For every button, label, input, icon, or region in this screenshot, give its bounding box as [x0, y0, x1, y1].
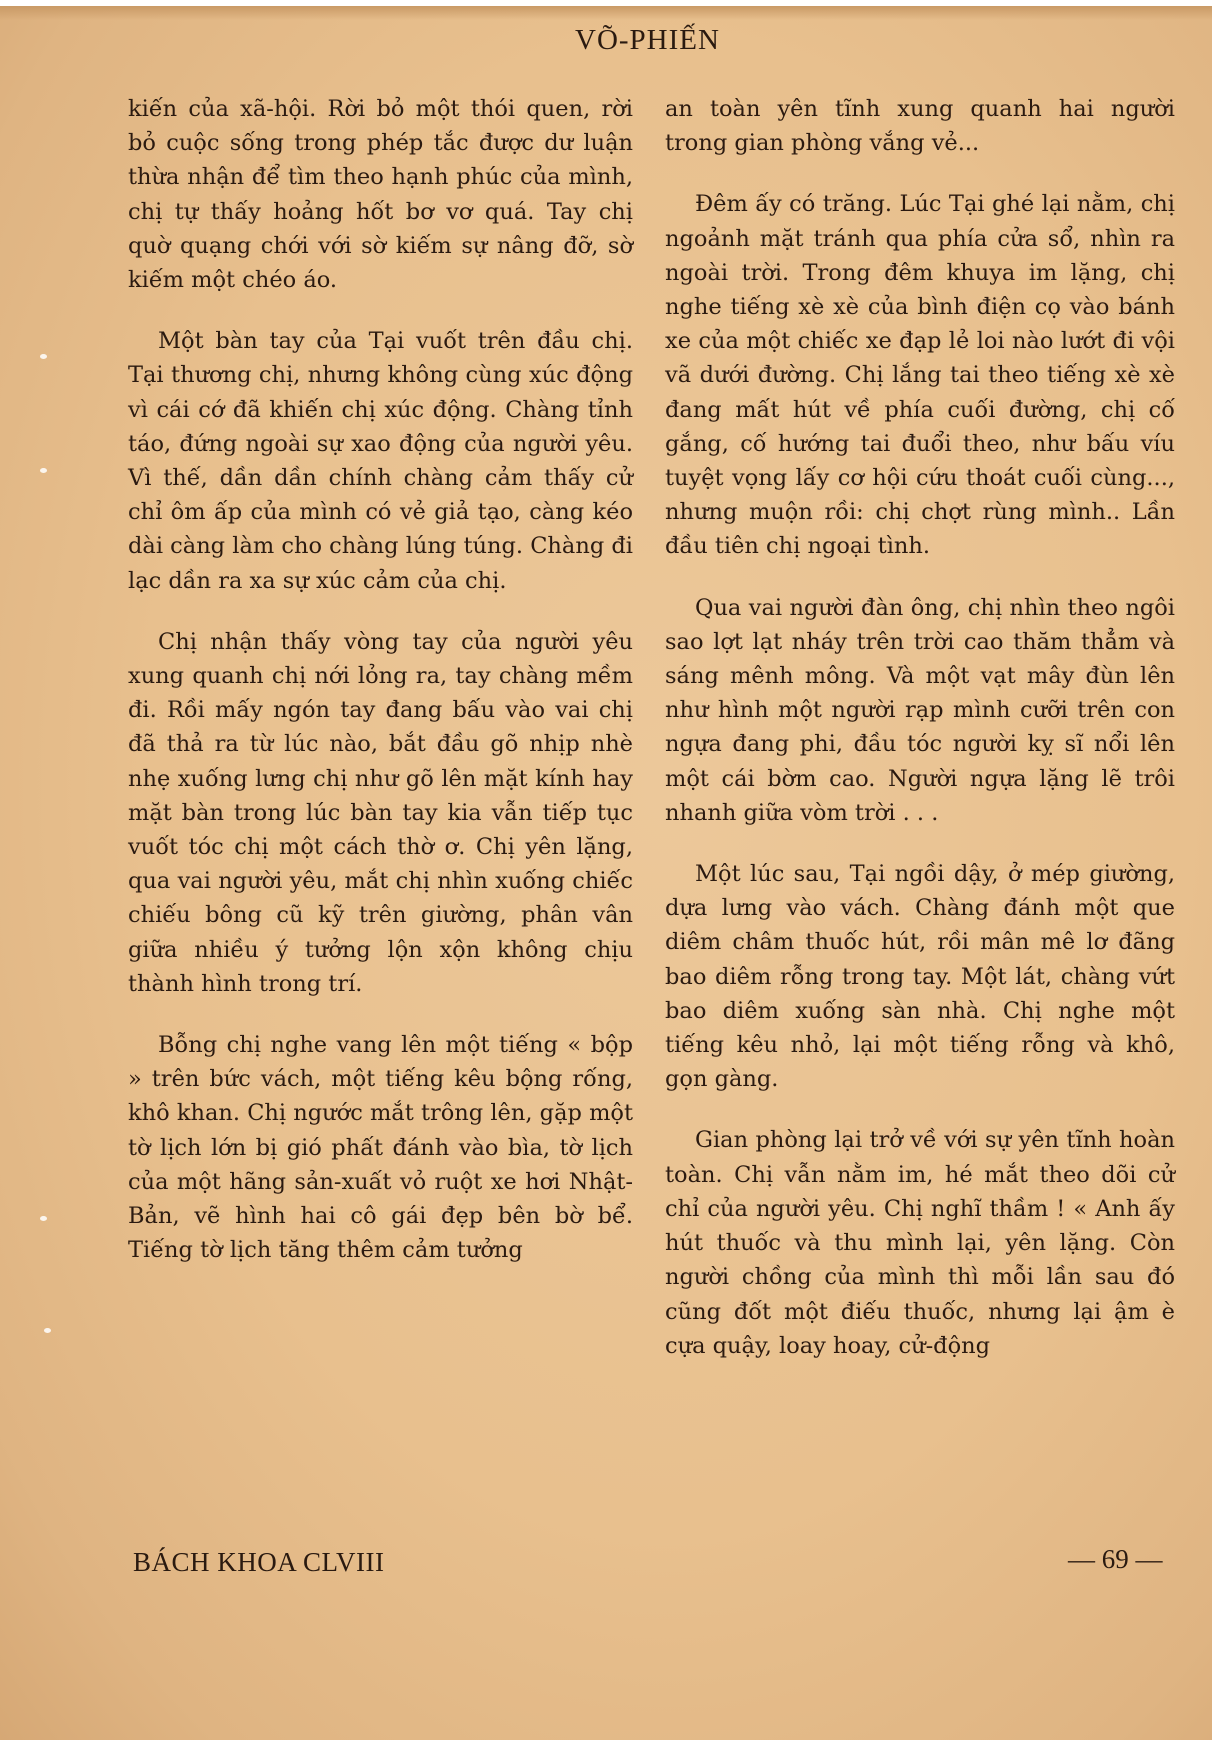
left-paragraph-1: kiến của xã-hội. Rời bỏ một thói quen, rời bỏ cuộc sống trong phép tắc được dư luận thừa nhận để tìm theo hạnh phúc của mình, chị tự thấy hoảng hốt bơ vơ quá. Tay chị quờ quạng chới với sờ kiếm sự nâng đỡ, sờ kiếm một chéo áo.	[128, 96, 633, 294]
footer-page-number: — 69 —	[1068, 1544, 1163, 1574]
paper-blemish	[44, 1328, 51, 1333]
book-page	[0, 6, 1212, 1740]
right-paragraph-3: Qua vai người đàn ông, chị nhìn theo ngôi sao lợt lạt nháy trên trời cao thăm thẳm và sáng mênh mông. Và một vạt mây đùn lên như hình một người rạp mình cưỡi trên con ngựa đang phi, đầu tóc người kỵ sĩ nổi lên một cái bờm cao. Người ngựa lặng lẽ trôi nhanh giữa vòm trời . . .	[665, 594, 1175, 826]
right-paragraph-4: Một lúc sau, Tại ngồi dậy, ở mép giường, dựa lưng vào vách. Chàng đánh một que diêm châm thuốc hút, rồi mân mê lơ đãng bao diêm rỗng trong tay. Một lát, chàng vứt bao diêm xuống sàn nhà. Chị nghe một tiếng kêu nhỏ, lại một tiếng rỗng và khô, gọn gàng.	[665, 861, 1175, 1093]
paper-blemish	[40, 1216, 47, 1221]
paper-blemish	[40, 354, 47, 359]
right-text-column	[665, 92, 1175, 1390]
running-header-author: VÕ-PHIẾN	[575, 24, 720, 56]
left-text-column	[128, 92, 633, 1295]
paper-blemish	[40, 468, 47, 473]
right-paragraph-5: Gian phòng lại trở về với sự yên tĩnh hoàn toàn. Chị vẫn nằm im, hé mắt theo dõi cử chỉ của người yêu. Chị nghĩ thầm ! « Anh ấy hút thuốc và thu mình lại, yên lặng. Còn người chồng của mình thì mỗi lần sau đó cũng đốt một điếu thuốc, nhưng lại ậm è cựa quậy, loay hoay, cử-động	[665, 1127, 1175, 1359]
footer-publication-title: BÁCH KHOA CLVIII	[133, 1547, 385, 1577]
right-paragraph-2: Đêm ấy có trăng. Lúc Tại ghé lại nằm, chị ngoảnh mặt tránh qua phía cửa sổ, nhìn ra ngoài trời. Trong đêm khuya im lặng, chị nghe tiếng xè xè của bình điện cọ vào bánh xe của một chiếc xe đạp lẻ loi nào lướt đi vội vã dưới đường. Chị lắng tai theo tiếng xè xè đang mất hút về phía cuối đường, chị cố gắng, cố hướng tai đuổi theo, như bấu víu tuyệt vọng lấy cơ hội cứu thoát cuối cùng..., nhưng muộn rồi: chị chợt rùng mình.. Lần đầu tiên chị ngoại tình.	[665, 191, 1175, 560]
left-paragraph-3: Chị nhận thấy vòng tay của người yêu xung quanh chị nới lỏng ra, tay chàng mềm đi. Rồi mấy ngón tay đang bấu vào vai chị đã thả ra từ lúc nào, bắt đầu gõ nhịp nhè nhẹ xuống lưng chị như gõ lên mặt kính hay mặt bàn trong lúc bàn tay kia vẫn tiếp tục vuốt tóc chị một cách thờ ơ. Chị yên lặng, qua vai người yêu, mắt chị nhìn xuống chiếc chiếu bông cũ kỹ trên giường, phân vân giữa nhiều ý tưởng lộn xộn không chịu thành hình trong trí.	[128, 628, 633, 997]
right-paragraph-1: an toàn yên tĩnh xung quanh hai người trong gian phòng vắng vẻ...	[665, 96, 1175, 157]
left-paragraph-4: Bỗng chị nghe vang lên một tiếng « bộp » trên bức vách, một tiếng kêu bộng rống, khô khan. Chị ngước mắt trông lên, gặp một tờ lịch lớn bị gió phất đánh vào bìa, tờ lịch của một hãng sản-xuất vỏ ruột xe hơi Nhật-Bản, vẽ hình hai cô gái đẹp bên bờ bể. Tiếng tờ lịch tăng thêm cảm tưởng	[128, 1032, 633, 1264]
left-paragraph-2: Một bàn tay của Tại vuốt trên đầu chị. Tại thương chị, nhưng không cùng xúc động vì cái cớ đã khiến chị xúc động. Chàng tỉnh táo, đứng ngoài sự xao động của người yêu. Vì thế, dần dần chính chàng cảm thấy cử chỉ ôm ấp của mình có vẻ giả tạo, càng kéo dài càng làm cho chàng lúng túng. Chàng đi lạc dần ra xa sự xúc cảm của chị.	[128, 328, 633, 594]
